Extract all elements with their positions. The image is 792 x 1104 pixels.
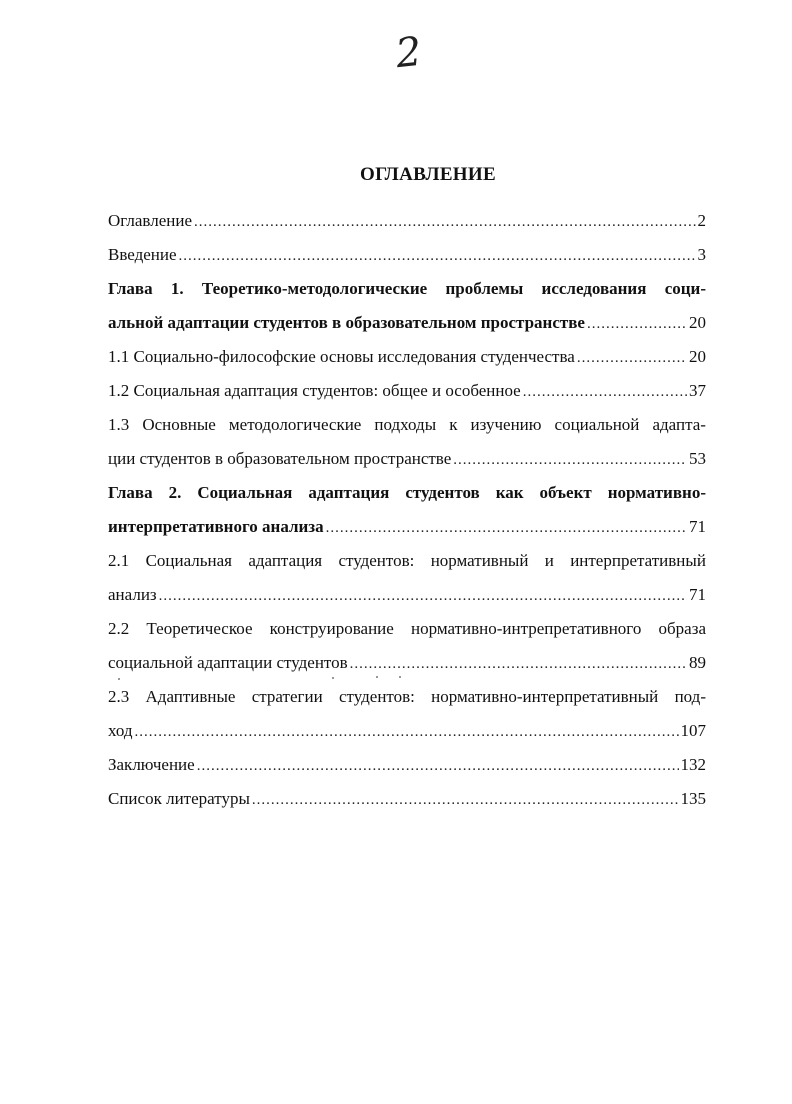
dot-leader: [523, 375, 687, 409]
toc-entry-introduction[interactable]: [108, 238, 706, 272]
dot-leader: [179, 239, 696, 273]
toc-entry-label: Оглавление: [108, 211, 192, 230]
toc-entry-section-1-1[interactable]: [108, 340, 706, 374]
dot-leader: [135, 715, 679, 749]
toc-entry-word: 1.: [170, 279, 184, 298]
toc-entry-label: социальной адаптации студентов: [108, 653, 348, 672]
toc-entry-word: методологические: [228, 415, 362, 434]
toc-entry-section-2-3[interactable]: [108, 680, 706, 748]
toc-entry-conclusion[interactable]: [108, 748, 706, 782]
toc-entry-section-1-3[interactable]: [108, 408, 706, 476]
scan-speck: [376, 676, 378, 678]
toc-entry-label: Список литературы: [108, 789, 250, 808]
toc-entry-word: интерпретативный: [570, 551, 706, 570]
toc-entry-word: Адаптивные: [145, 687, 236, 706]
dot-leader: [194, 205, 696, 239]
toc-entry-chapter-1[interactable]: [108, 272, 706, 340]
toc-entry-section-2-1[interactable]: [108, 544, 706, 612]
toc-entry-page: 20: [689, 347, 706, 366]
scan-speck: [332, 677, 334, 679]
toc-entry-label: интерпретативного анализа: [108, 517, 324, 536]
toc-entry-word: нормативный: [430, 551, 529, 570]
toc-entry-word: соци-: [664, 279, 706, 298]
toc-entry-word: адапта-: [652, 415, 706, 434]
toc-entry-word: Теоретико-методологические: [201, 279, 428, 298]
toc-entry-word: изучению: [470, 415, 542, 434]
toc-entry-page: 3: [697, 245, 706, 264]
toc-entry-word: адаптация: [308, 483, 390, 502]
toc-entry-word: 2.: [168, 483, 182, 502]
toc-entry-word: адаптация: [248, 551, 323, 570]
toc-entry-label: 1.2 Социальная адаптация студентов: общее и особенное: [108, 381, 521, 400]
toc-entry-word: Социальная: [145, 551, 232, 570]
toc-entry-word: Глава: [108, 279, 153, 298]
toc-entry-word: Глава: [108, 483, 153, 502]
toc-entry-word: нормативно-интрепретативного: [410, 619, 642, 638]
toc-entry-section-1-2[interactable]: [108, 374, 706, 408]
toc-entry-page: 20: [689, 313, 706, 332]
toc-entry-page: 2: [697, 211, 706, 230]
toc-entry-word: Теоретическое: [146, 619, 253, 638]
scan-speck: [118, 678, 120, 680]
page-title: ОГЛАВЛЕНИЕ: [360, 164, 496, 185]
toc-entry-word: стратегии: [251, 687, 323, 706]
toc-entry-word: подходы: [374, 415, 437, 434]
handwritten-page-number: 2: [393, 28, 424, 78]
dot-leader: [587, 307, 687, 341]
toc-entry-word: Основные: [142, 415, 216, 434]
toc-entry-word: объект: [539, 483, 592, 502]
toc-entry-page: 135: [680, 789, 706, 808]
toc-entry-word: нормативно-интерпретативный: [431, 687, 659, 706]
toc-entry-label: ции студентов в образовательном пространстве: [108, 449, 452, 468]
toc-entry-word: образа: [658, 619, 706, 638]
toc-entry-word: к: [449, 415, 458, 434]
table-of-contents: [108, 204, 706, 816]
toc-entry-chapter-2[interactable]: [108, 476, 706, 544]
toc-entry-page: 37: [689, 381, 706, 400]
toc-entry-word: исследования: [541, 279, 647, 298]
toc-entry-label: альной адаптации студентов в образовательном пространстве: [108, 313, 585, 332]
toc-entry-page: 132: [680, 755, 706, 774]
dot-leader: [577, 341, 687, 375]
toc-entry-word: нормативно-: [607, 483, 706, 502]
toc-entry-label: ход: [108, 721, 133, 740]
toc-entry-word: конструирование: [269, 619, 394, 638]
dot-leader: [197, 749, 679, 783]
toc-entry-word: Социальная: [197, 483, 293, 502]
toc-entry-page: 71: [689, 585, 706, 604]
toc-entry-word: студентов:: [338, 687, 415, 706]
toc-entry-word: 2.1: [108, 551, 130, 570]
toc-entry-section-2-2[interactable]: [108, 612, 706, 680]
toc-entry-label: Заключение: [108, 755, 195, 774]
scan-speck: [399, 676, 401, 678]
toc-entry-label: анализ: [108, 585, 157, 604]
toc-entry-word: как: [495, 483, 524, 502]
toc-entry-word: и: [544, 551, 554, 570]
toc-entry-page: 53: [689, 449, 706, 468]
toc-entry-word: социальной: [554, 415, 640, 434]
toc-entry-word: под-: [674, 687, 706, 706]
toc-entry-word: проблемы: [445, 279, 524, 298]
toc-entry-page: 107: [680, 721, 706, 740]
dot-leader: [252, 783, 679, 817]
dot-leader: [326, 511, 687, 545]
toc-entry-page: 71: [689, 517, 706, 536]
toc-entry-word: 1.3: [108, 415, 130, 434]
toc-entry-word: 2.3: [108, 687, 130, 706]
toc-entry-word: 2.2: [108, 619, 130, 638]
toc-entry-label: 1.1 Социально-философские основы исследования студенчества: [108, 347, 575, 366]
toc-entry-word: студентов: [405, 483, 480, 502]
toc-entry-contents[interactable]: [108, 204, 706, 238]
dot-leader: [159, 579, 687, 613]
toc-entry-label: Введение: [108, 245, 177, 264]
toc-entry-bibliography[interactable]: [108, 782, 706, 816]
toc-entry-word: студентов:: [338, 551, 415, 570]
dot-leader: [453, 443, 687, 477]
toc-entry-page: 89: [689, 653, 706, 672]
